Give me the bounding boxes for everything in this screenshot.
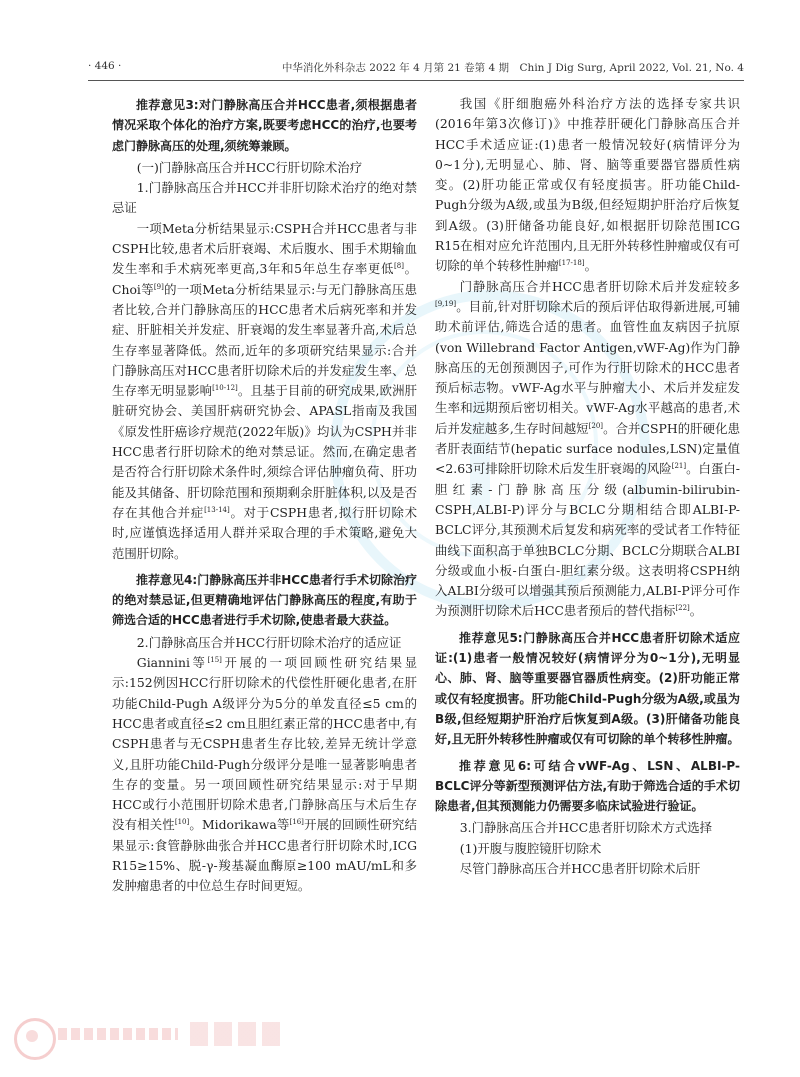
citation-ref[interactable]: [15] bbox=[207, 655, 222, 664]
sub-subsection-heading: (1)开腹与腹腔镜肝切除术 bbox=[459, 840, 602, 856]
publisher-seal-icon bbox=[14, 1018, 56, 1060]
subsection-heading-3: 3.门静脉高压合并HCC患者肝切除术方式选择 bbox=[459, 820, 713, 836]
citation-ref[interactable]: [16] bbox=[289, 818, 304, 827]
body-paragraph: 门静脉高压合并HCC患者肝切除术后并发症较多[9,19]。目前,针对肝切除术后的预后评估取得新进展,可辅助术前评估,筛选合适的患者。血管性血友病因子抗原(von Willebrand Factor Antigen,vWF-Ag)作为门静脉高压的无创预测因子,可作为行肝切除术的HCC患者预后标志物。vWF-Ag水平与肿瘤大小、术后并发症发生率和远期预后密切相关。vWF-Ag水平越高的患者,术后并发症越多,生存时间越短[20]。合并CSPH的肝硬化患者肝表面结节(hepatic surface nodules,LSN)定量值<2.63可排除肝切除术后发生肝衰竭的风险[21]。白蛋白-胆红素-门静脉高压分级(albumin-bilirubin-CSPH,ALBI-P)评分与BCLC分期相结合即ALBI-P-BCLC评分,其预测术后复发和病死率的受试者工作特征曲线下面积高于单独BCLC分期、BCLC分期联合ALBI分级或血小板-白蛋白-胆红素分级。这表明将CSPH纳入ALBI分级可以增强其预后预测能力,ALBI-P评分可作为预测肝切除术后HCC患者预后的替代指标[22]。 bbox=[435, 278, 740, 619]
publisher-logo bbox=[6, 1014, 306, 1064]
section-heading: (一)门静脉高压合并HCC行肝切除术治疗 bbox=[136, 159, 363, 175]
citation-ref[interactable]: [22] bbox=[675, 604, 690, 613]
body-paragraph: Giannini等[15]开展的一项回顾性研究结果显示:152例因HCC行肝切除术的代偿性肝硬化患者,在肝功能Child-Pugh A级评分为5分的单发直径≤5 cm的HCC患者或直径≤2 cm且胆红素正常的HCC患者中,有CSPH患者与无CSPH患者生存比较,差异无统计学意义,且肝功能Child-Pugh分级评分是唯一显著影响患者生存的变量。另一项回顾性研究结果显示:对于早期HCC或行小范围肝切除术患者,门静脉高压与术后生存没有相关性[10]。Midorikawa等[16]开展的回顾性研究结果显示:食管静脉曲张合并HCC患者行肝切除术时,ICG R15≥15%、脱-γ-羧基凝血酶原≥100 mAU/mL和多发肿瘤患者的中位总生存时间更短。 bbox=[112, 655, 418, 894]
citation-ref[interactable]: [17-18] bbox=[558, 259, 585, 268]
recommendation-3: 推荐意见3:对门静脉高压合并HCC患者,须根据患者情况采取个体化的治疗方案,既要考虑HCC的治疗,也要考虑门静脉高压的处理,须统筹兼顾。 bbox=[112, 98, 417, 153]
citation-ref[interactable]: [10-12] bbox=[212, 384, 238, 393]
running-header bbox=[88, 60, 744, 80]
citation-ref[interactable]: [20] bbox=[588, 421, 604, 430]
recommendation-4: 推荐意见4:门静脉高压并非HCC患者行手术切除治疗的绝对禁忌证,但更精确地评估门静脉高压的程度,有助于筛选合适的HCC患者进行手术切除,使患者最大获益。 bbox=[112, 572, 417, 628]
left-column bbox=[112, 94, 417, 897]
header-rule bbox=[88, 80, 744, 81]
citation-ref[interactable]: [9,19] bbox=[435, 299, 457, 308]
citation-ref[interactable]: [21] bbox=[671, 462, 687, 471]
recommendation-6: 推荐意见6:可结合vWF-Ag、LSN、ALBI-P-BCLC评分等新型预测评估方法,有助于筛选合适的手术切除患者,但其预测能力仍需要多临床试验进行验证。 bbox=[435, 758, 740, 814]
citation-ref[interactable]: [10] bbox=[174, 818, 190, 827]
citation-ref[interactable]: [8] bbox=[394, 262, 404, 271]
citation-ref[interactable]: [13-14] bbox=[204, 505, 230, 514]
journal-citation: 中华消化外科杂志 2022 年 4 月第 21 卷第 4 期 Chin J Dig Surg, April 2022, Vol. 21, No. 4 bbox=[281, 62, 744, 74]
citation-ref[interactable]: [9] bbox=[153, 282, 164, 291]
right-column bbox=[435, 94, 740, 879]
body-paragraph: 尽管门静脉高压合并HCC患者肝切除术后肝 bbox=[459, 860, 701, 876]
body-paragraph: 我国《肝细胞癌外科治疗方法的选择专家共识(2016年第3次修订)》中推荐肝硬化门静脉高压合并HCC手术适应证:(1)患者一般情况较好(病情评分为0~1分),无明显心、肺、肾、脑等重要器官器质性病变。(2)肝功能正常或仅有轻度损害。肝功能Child-Pugh分级为A级,或虽为B级,但经短期护肝治疗后恢复到A级。(3)肝储备功能良好,如根据肝切除范围ICG R15在相对应允许范围内,且无肝外转移性肿瘤或仅有可切除的单个转移性肿瘤[17-18]。 bbox=[435, 96, 740, 274]
page-number: · 446 · bbox=[88, 60, 122, 72]
subsection-heading-1: 1.门静脉高压合并HCC并非肝切除术治疗的绝对禁忌证 bbox=[112, 180, 417, 216]
subsection-heading-2: 2.门静脉高压合并HCC行肝切除术治疗的适应证 bbox=[136, 634, 402, 650]
recommendation-5: 推荐意见5:门静脉高压合并HCC患者肝切除术适应证:(1)患者一般情况较好(病情评分为0~1分),无明显心、肺、肾、脑等重要器官器质性病变。(2)肝功能正常或仅有轻度损害。肝功能Child-Pugh分级为A级,或虽为B级,但经短期护肝治疗后恢复到A级。(3)肝储备功能良好,且无肝外转移性肿瘤或仅有可切除的单个转移性肿瘤。 bbox=[435, 630, 740, 747]
body-paragraph: 一项Meta分析结果显示:CSPH合并HCC患者与非CSPH比较,患者术后肝衰竭、术后腹水、围手术期输血发生率和手术病死率更高,3年和5年总生存率更低[8]。Choi等[9]的一项Meta分析结果显示:与无门静脉高压患者比较,合并门静脉高压的HCC患者术后病死率和并发症、肝脏相关并发症、肝衰竭的发生率显著升高,术后总生存率显著降低。然而,近年的多项研究结果显示:合并门静脉高压对HCC患者肝切除术后的并发症发生率、总生存率无明显影响[10-12]。且基于目前的研究成果,欧洲肝脏研究协会、美国肝病研究协会、APASL指南及我国《原发性肝癌诊疗规范(2022年版)》均认为CSPH并非HCC患者行肝切除术的绝对禁忌证。然而,在确定患者是否符合行肝切除术条件时,须综合评估肿瘤负荷、肝功能及其储备、肝切除范围和预期剩余肝脏体积,以及是否存在其他合并症[13-14]。对于CSPH患者,拟行肝切除术时,应谨慎选择适用人群并采取合理的手术策略,避免大范围肝切除。 bbox=[112, 220, 417, 561]
